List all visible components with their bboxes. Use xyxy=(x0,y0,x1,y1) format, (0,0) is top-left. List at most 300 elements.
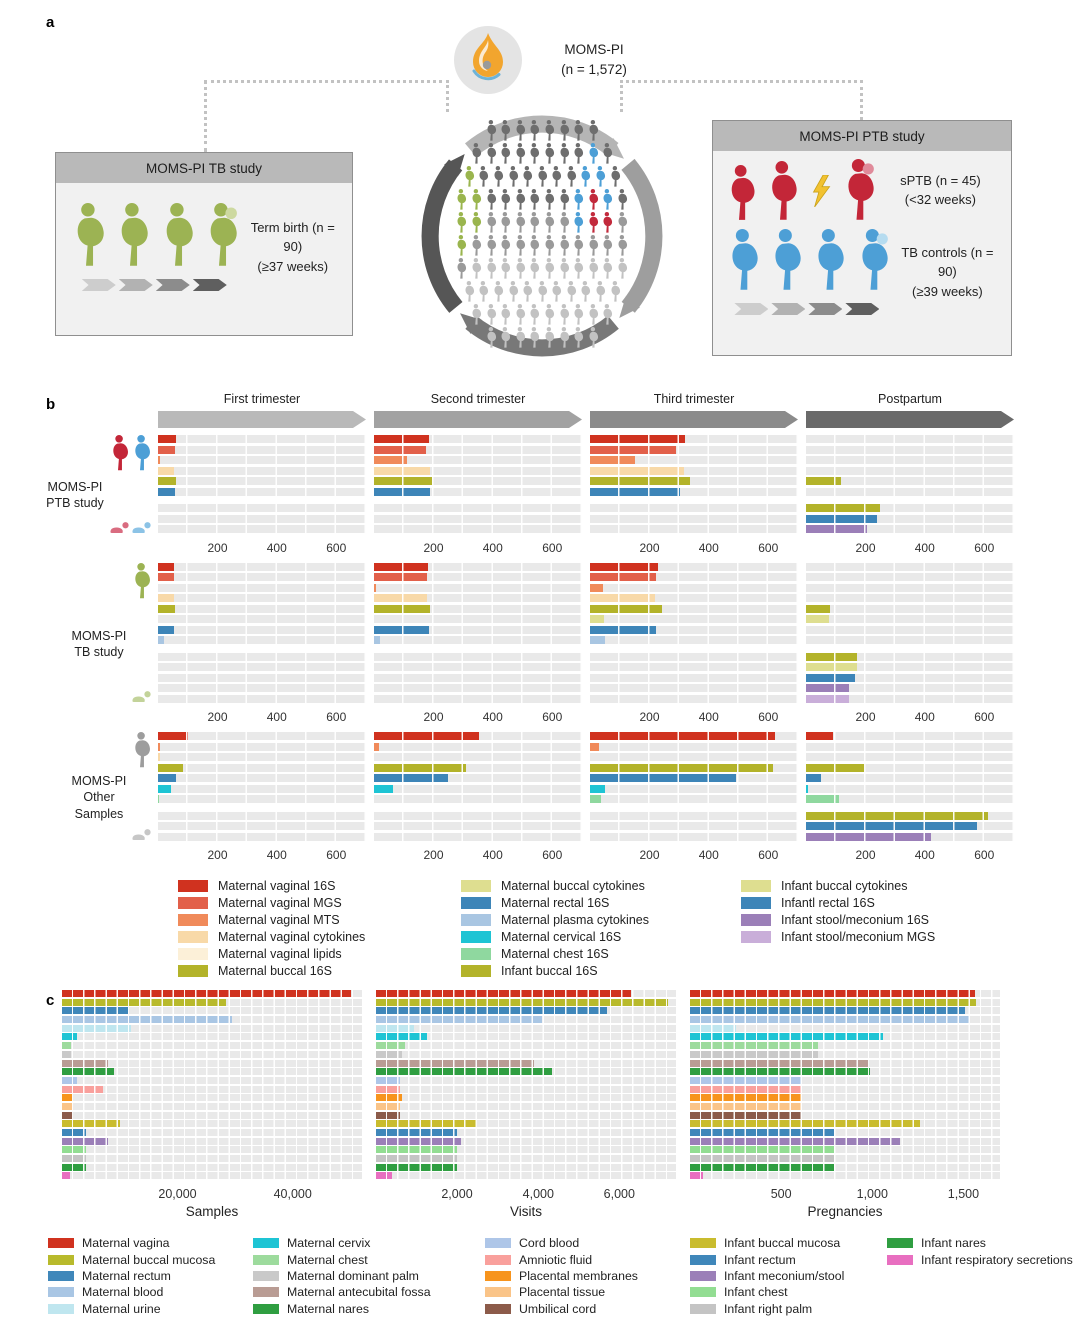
sample-track xyxy=(62,1112,362,1119)
pregnant-figure-icon xyxy=(572,304,585,325)
moms-pi-title xyxy=(534,40,654,79)
sample-track xyxy=(158,753,366,761)
sample-track xyxy=(590,695,798,703)
tick-label: 200 xyxy=(639,848,660,862)
legend-label: Maternal cervix xyxy=(287,1236,371,1251)
sample-bar xyxy=(374,743,379,751)
sample-track xyxy=(590,743,798,751)
pregnant-figure-icon xyxy=(725,229,762,291)
pregnant-figure-icon xyxy=(514,212,527,233)
baby-figure-icon xyxy=(131,828,151,841)
tick-label: 600 xyxy=(542,848,563,862)
pregnant-figure-icon xyxy=(455,258,468,279)
pregnant-figure-icon xyxy=(587,304,600,325)
pregnant-figure-icon xyxy=(765,161,801,221)
pregnant-figure-icon xyxy=(528,212,541,233)
sample-track xyxy=(690,1025,1000,1032)
trimester-cell xyxy=(158,563,366,726)
dotted-connector xyxy=(204,80,207,152)
sample-bar xyxy=(158,732,188,740)
sample-track xyxy=(158,525,366,533)
ptb-study-box-title: MOMS-PI PTB study xyxy=(713,121,1011,151)
legend-swatch-icon xyxy=(178,965,208,977)
pregnant-figure-icon xyxy=(536,281,549,302)
sample-track xyxy=(376,990,676,997)
sample-track xyxy=(62,1051,362,1058)
crowd-row xyxy=(424,212,660,233)
sample-track xyxy=(690,1016,1000,1023)
sample-track xyxy=(62,1164,362,1171)
tick-label: 400 xyxy=(698,848,719,862)
pregnant-figure-icon xyxy=(587,189,600,210)
pregnant-figure-icon xyxy=(477,166,490,187)
moms-pi-name: MOMS-PI xyxy=(564,42,624,57)
pregnant-figure-icon xyxy=(601,258,614,279)
sample-bar xyxy=(806,785,808,793)
bar xyxy=(62,1146,86,1153)
sample-track xyxy=(806,435,1014,443)
pregnant-figure-icon xyxy=(485,189,498,210)
pregnant-figure-icon xyxy=(528,258,541,279)
tick-label: 400 xyxy=(266,710,287,724)
bar xyxy=(690,1172,703,1179)
sample-track xyxy=(374,467,582,475)
pregnant-figure-icon xyxy=(558,212,571,233)
sample-track xyxy=(158,435,366,443)
x-axis-ticks xyxy=(62,1181,362,1203)
dotted-connector xyxy=(620,80,863,83)
group-icons xyxy=(109,435,153,556)
sample-track xyxy=(62,1120,362,1127)
legend-label: Maternal rectum xyxy=(82,1269,171,1284)
bar xyxy=(690,990,975,997)
sample-bar xyxy=(590,477,690,485)
x-axis-ticks xyxy=(158,536,366,556)
bar xyxy=(62,1051,71,1058)
panel-label-a: a xyxy=(46,14,55,31)
sample-track xyxy=(590,435,798,443)
sample-track xyxy=(690,1138,1000,1145)
sample-track xyxy=(158,695,366,703)
legend-column xyxy=(690,1235,887,1317)
group-label xyxy=(40,563,158,726)
pregnant-figure-icon xyxy=(528,235,541,256)
panel-c-totals xyxy=(0,990,1080,1317)
legend-swatch-icon xyxy=(48,1238,74,1248)
bar xyxy=(62,1112,73,1119)
pregnant-figure-icon xyxy=(572,120,585,141)
legend-item xyxy=(690,1235,887,1251)
legend-label: Maternal vaginal 16S xyxy=(218,878,336,893)
sample-bar xyxy=(590,785,605,793)
bar xyxy=(376,1060,534,1067)
sample-track xyxy=(62,1060,362,1067)
pregnant-figure-icon xyxy=(528,120,541,141)
sample-bar xyxy=(374,626,429,634)
legend-item xyxy=(485,1301,690,1317)
sample-bar xyxy=(158,477,176,485)
bar xyxy=(690,1033,883,1040)
legend-item xyxy=(485,1284,690,1300)
study-group xyxy=(40,435,1080,556)
sample-track xyxy=(806,774,1014,782)
bar xyxy=(62,990,351,997)
stage-arrow-icon xyxy=(734,303,768,315)
legend-label: Maternal buccal mucosa xyxy=(82,1252,216,1267)
group-label-text: MOMS-PI PTB study xyxy=(46,480,104,511)
sample-track xyxy=(590,785,798,793)
tick-label: 200 xyxy=(207,710,228,724)
bar xyxy=(62,1042,71,1049)
sample-bar xyxy=(806,615,829,623)
tick-label: 400 xyxy=(482,710,503,724)
sptb-row xyxy=(713,151,1011,221)
legend-label: Maternal chest 16S xyxy=(501,946,609,961)
pregnant-figure-icon xyxy=(528,189,541,210)
tick-label: 400 xyxy=(266,540,287,555)
tick-label: 1,500 xyxy=(947,1187,980,1202)
sample-track xyxy=(62,1155,362,1162)
legend-column xyxy=(178,877,461,979)
bar xyxy=(62,1077,77,1084)
sample-track xyxy=(374,695,582,703)
tick-label: 400 xyxy=(914,540,935,555)
bar xyxy=(690,1155,834,1162)
sample-track xyxy=(158,584,366,592)
sample-bar xyxy=(590,764,773,772)
legend-label: Placental membranes xyxy=(519,1269,638,1284)
pregnant-figure-icon xyxy=(514,143,527,164)
sample-bar xyxy=(158,563,174,571)
sample-track xyxy=(158,743,366,751)
sample-track xyxy=(62,1042,362,1049)
pregnant-figure-icon xyxy=(579,281,592,302)
pregnant-figure-icon xyxy=(514,189,527,210)
pregnant-figure-icon xyxy=(514,120,527,141)
sample-bar xyxy=(590,795,601,803)
pregnant-figure-icon xyxy=(521,166,534,187)
pregnant-figure-icon xyxy=(536,166,549,187)
sample-bar xyxy=(806,764,865,772)
bar xyxy=(690,1120,920,1127)
legend-swatch-icon xyxy=(461,948,491,960)
sample-track xyxy=(690,1060,1000,1067)
sample-track xyxy=(158,684,366,692)
moms-pi-logo-icon xyxy=(452,24,524,96)
cohort-crowd xyxy=(424,120,660,350)
sample-bar xyxy=(158,764,183,772)
sample-track xyxy=(374,488,582,496)
stage-arrow-icon xyxy=(808,303,842,315)
pregnant-figure-icon xyxy=(507,281,520,302)
sample-track xyxy=(806,732,1014,740)
pregnant-figure-icon xyxy=(455,189,468,210)
trimester-cell xyxy=(158,732,366,863)
legend-item xyxy=(741,928,935,945)
x-axis-ticks xyxy=(374,843,582,863)
bar xyxy=(376,1103,400,1110)
sample-bar xyxy=(158,774,176,782)
sample-bar xyxy=(590,626,656,634)
legend-label: Infant stool/meconium 16S xyxy=(781,912,929,927)
pregnant-figure-icon xyxy=(572,212,585,233)
legend-label: Infant rectum xyxy=(724,1252,796,1267)
sample-track xyxy=(590,515,798,523)
legend-item xyxy=(461,945,741,962)
legend-item xyxy=(690,1252,887,1268)
sample-bar xyxy=(806,822,977,830)
sample-track xyxy=(590,446,798,454)
sample-bar xyxy=(806,605,830,613)
sample-track xyxy=(62,1033,362,1040)
pregnant-figure-icon xyxy=(514,235,527,256)
sample-track xyxy=(376,1016,676,1023)
sample-bar xyxy=(590,446,676,454)
sample-bar xyxy=(374,435,429,443)
sample-bar xyxy=(374,584,376,592)
sample-track xyxy=(374,605,582,613)
panel-label-c: c xyxy=(46,992,55,1009)
tick-label: 600 xyxy=(758,540,779,555)
legend-swatch-icon xyxy=(690,1238,716,1248)
sample-track xyxy=(376,999,676,1006)
legend-label: Infant buccal cytokines xyxy=(781,878,908,893)
pregnant-figure-icon xyxy=(499,189,512,210)
term-birth-figures xyxy=(70,203,242,267)
tick-label: 400 xyxy=(482,848,503,862)
pregnant-figure-icon xyxy=(528,143,541,164)
trimester-cell xyxy=(374,435,582,556)
bar xyxy=(62,1007,128,1014)
legend-column xyxy=(887,1235,1073,1317)
pregnant-figure-icon xyxy=(499,258,512,279)
pregnant-figure-icon xyxy=(543,212,556,233)
pregnant-figure-icon xyxy=(455,235,468,256)
sample-track xyxy=(690,1129,1000,1136)
legend-item xyxy=(485,1268,690,1284)
sample-track xyxy=(590,584,798,592)
x-axis-ticks xyxy=(374,705,582,725)
sample-bar xyxy=(158,573,174,581)
x-axis-ticks xyxy=(158,705,366,725)
pregnant-figure-icon xyxy=(558,235,571,256)
sample-track xyxy=(590,753,798,761)
study-groups xyxy=(0,435,1080,863)
sample-bar xyxy=(590,467,684,475)
trimester-cell xyxy=(590,563,798,726)
legend-swatch-icon xyxy=(485,1271,511,1281)
tick-label: 400 xyxy=(914,848,935,862)
crowd-row xyxy=(424,189,660,210)
trimester-progress-arrows xyxy=(734,303,882,315)
legend-item xyxy=(253,1268,485,1284)
legend-label: Maternal vaginal MTS xyxy=(218,912,340,927)
legend-item xyxy=(887,1252,1073,1268)
pregnant-figure-icon xyxy=(768,229,805,291)
bar xyxy=(62,1120,120,1127)
tick-label: 4,000 xyxy=(522,1187,554,1202)
baby-figure-icon xyxy=(131,521,151,534)
term-birth-n: Term birth (n = 90) xyxy=(250,219,335,255)
sample-track xyxy=(376,1138,676,1145)
tick-label: 200 xyxy=(639,540,660,555)
sample-track xyxy=(374,732,582,740)
sample-bar xyxy=(158,456,160,464)
group-label-text: MOMS-PI TB study xyxy=(71,628,127,659)
legend-swatch-icon xyxy=(690,1287,716,1297)
sample-track xyxy=(590,563,798,571)
sample-track xyxy=(376,1164,676,1171)
pregnant-figure-icon xyxy=(543,258,556,279)
x-axis-ticks xyxy=(806,843,1014,863)
tb-controls-text xyxy=(892,243,1003,302)
sample-bar xyxy=(158,753,160,761)
legend-item xyxy=(485,1235,690,1251)
sample-track xyxy=(806,446,1014,454)
pregnant-figure-icon xyxy=(572,327,585,348)
pregnant-figure-icon xyxy=(514,304,527,325)
sample-track xyxy=(806,674,1014,682)
legend-label: Maternal antecubital fossa xyxy=(287,1285,431,1300)
sample-track xyxy=(374,795,582,803)
legend-swatch-icon xyxy=(178,914,208,926)
legend-item xyxy=(178,945,461,962)
bar xyxy=(376,1077,400,1084)
pregnant-figure-icon xyxy=(114,203,152,267)
tick-label: 400 xyxy=(698,540,719,555)
trimester-cell xyxy=(806,563,1014,726)
sample-track xyxy=(590,636,798,644)
bar xyxy=(376,1086,400,1093)
tick-label: 600 xyxy=(326,848,347,862)
stage-arrow-icon xyxy=(156,279,190,291)
pregnant-figure-icon xyxy=(609,281,622,302)
tb-study-box-body xyxy=(56,183,352,299)
sample-track xyxy=(62,1016,362,1023)
pregnant-figure-icon xyxy=(601,143,614,164)
bar xyxy=(690,999,976,1006)
legend-label: Infant buccal 16S xyxy=(501,963,598,978)
legend-item xyxy=(690,1268,887,1284)
sample-bar xyxy=(374,467,430,475)
sample-track xyxy=(590,764,798,772)
trimester-cell xyxy=(158,435,366,556)
sptb-weeks: (<32 weeks) xyxy=(904,192,976,207)
axis-label: Samples xyxy=(185,1204,239,1220)
bar xyxy=(62,1103,73,1110)
group-icons xyxy=(131,563,153,726)
sample-track xyxy=(374,626,582,634)
panel-label-b: b xyxy=(46,396,56,413)
plot-area xyxy=(376,990,676,1179)
tick-label: 200 xyxy=(855,710,876,724)
sample-track xyxy=(590,822,798,830)
pregnant-figure-icon xyxy=(855,229,892,291)
legend-label: Maternal buccal cytokines xyxy=(501,878,645,893)
legend-item xyxy=(485,1252,690,1268)
bar xyxy=(690,1138,900,1145)
sample-track xyxy=(158,674,366,682)
sample-track xyxy=(376,1094,676,1101)
sample-bar xyxy=(158,605,175,613)
sample-bar xyxy=(590,563,658,571)
sample-track xyxy=(806,795,1014,803)
sample-bar xyxy=(158,743,160,751)
legend-column xyxy=(253,1235,485,1317)
sample-track xyxy=(806,504,1014,512)
sample-track xyxy=(158,488,366,496)
tick-label: 600 xyxy=(974,540,995,555)
sample-bar xyxy=(158,467,174,475)
sample-track xyxy=(374,435,582,443)
chart-Pregnancies xyxy=(690,990,1000,1219)
sample-track xyxy=(158,795,366,803)
crowd-row xyxy=(424,327,660,348)
sample-track xyxy=(806,563,1014,571)
pregnant-figure-icon xyxy=(579,166,592,187)
tick-label: 200 xyxy=(423,848,444,862)
pregnant-figure-icon xyxy=(470,212,483,233)
legend-label: Maternal dominant palm xyxy=(287,1269,419,1284)
sample-bar xyxy=(374,605,430,613)
pregnant-figure-icon xyxy=(572,235,585,256)
moms-pi-n: (n = 1,572) xyxy=(561,61,627,77)
sample-track xyxy=(376,1086,676,1093)
sample-track xyxy=(690,1103,1000,1110)
trimester-arrow-icon xyxy=(158,411,366,428)
sample-track xyxy=(374,456,582,464)
bar xyxy=(690,1060,869,1067)
sample-track xyxy=(590,525,798,533)
sample-track xyxy=(690,1155,1000,1162)
sample-track xyxy=(590,732,798,740)
legend-label: Maternal urine xyxy=(82,1301,161,1316)
pregnant-figure-icon xyxy=(470,143,483,164)
bar xyxy=(690,1068,870,1075)
sample-track xyxy=(806,515,1014,523)
legend-swatch-icon xyxy=(48,1304,74,1314)
bar xyxy=(376,1042,405,1049)
pregnant-figure-icon xyxy=(470,304,483,325)
tick-label: 20,000 xyxy=(158,1187,197,1202)
bar xyxy=(62,1172,70,1179)
sample-track xyxy=(62,1129,362,1136)
trimester-arrow-icon xyxy=(806,411,1014,428)
sample-track xyxy=(376,1129,676,1136)
bar xyxy=(62,1068,114,1075)
sample-track xyxy=(590,653,798,661)
dotted-connector xyxy=(204,80,449,83)
sample-bar xyxy=(158,795,159,803)
sample-track xyxy=(690,1033,1000,1040)
legend-column xyxy=(485,1235,690,1317)
sample-bar xyxy=(590,584,603,592)
legend-label: Maternal blood xyxy=(82,1285,164,1300)
sample-track xyxy=(806,753,1014,761)
pregnant-figure-icon xyxy=(203,203,241,267)
sample-track xyxy=(158,764,366,772)
crowd-row xyxy=(424,166,660,187)
tick-label: 400 xyxy=(914,710,935,724)
bar xyxy=(62,1060,108,1067)
legend-label: Infant right palm xyxy=(724,1301,813,1316)
sample-track xyxy=(376,1007,676,1014)
legend-label: Infant respiratory secretions xyxy=(921,1252,1073,1267)
sample-track xyxy=(374,515,582,523)
legend-swatch-icon xyxy=(485,1255,511,1265)
sample-track xyxy=(806,573,1014,581)
legend-swatch-icon xyxy=(253,1271,279,1281)
